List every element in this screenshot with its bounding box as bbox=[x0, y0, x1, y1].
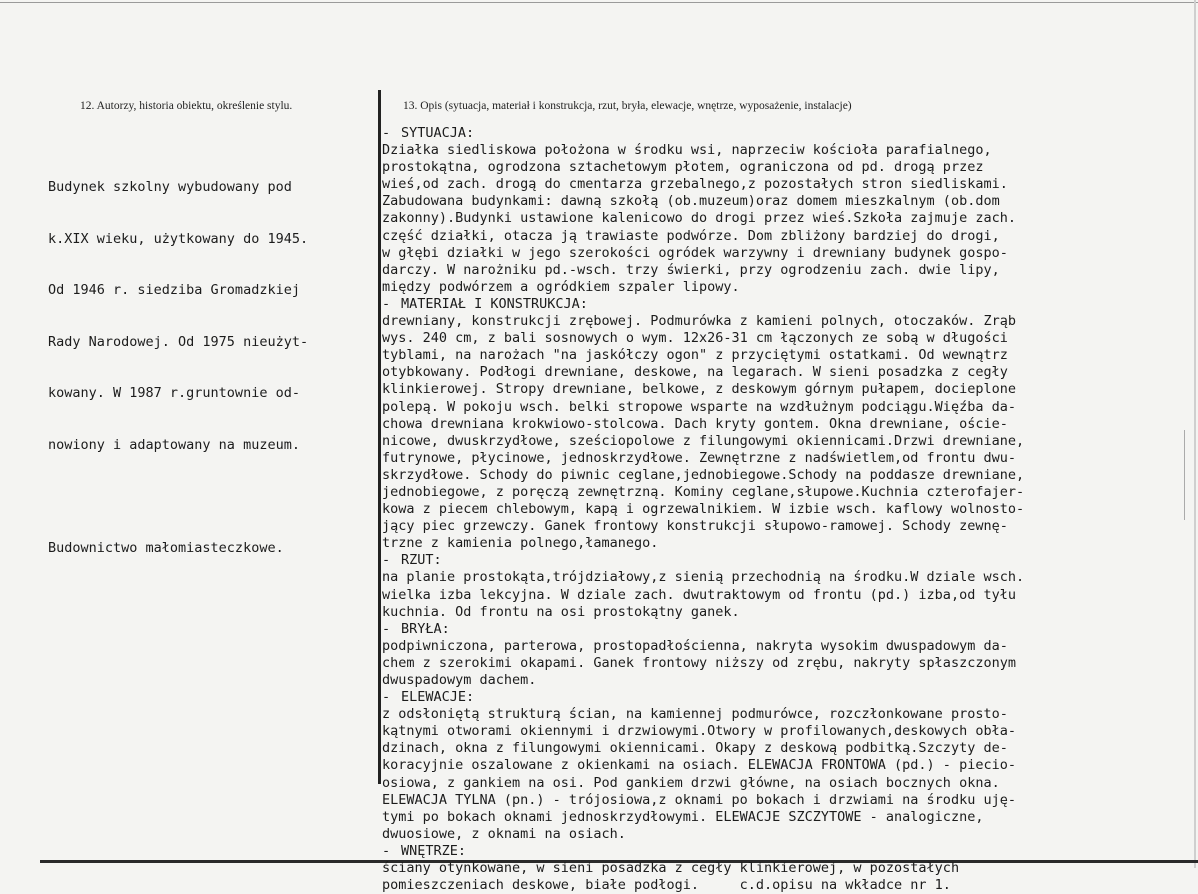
section-text-line: skrzydłowe. Schody do piwnic ceglane,jednobiegowe.Schody na poddasze drewniane, bbox=[382, 466, 1025, 483]
section-heading-text: RZUT: bbox=[401, 552, 442, 569]
section-dash-marker: - bbox=[382, 689, 391, 706]
section-text-line: podpiwniczona, parterowa, prostopadłościenna, nakryta wysokim dwuspadowym da- bbox=[382, 637, 1008, 654]
history-line: Rady Narodowej. Od 1975 nieużyt- bbox=[48, 333, 309, 350]
history-line: Budynek szkolny wybudowany pod bbox=[48, 179, 292, 196]
section-heading-text: BRYŁA: bbox=[401, 620, 450, 637]
column-divider bbox=[378, 90, 381, 784]
section-text-line: futrynowe, płycinowe, jednoskrzydłowe. Zewnętrzne z nadświetlem,od frontu dwu- bbox=[382, 449, 1016, 466]
section-text-line: drewniany, konstrukcji zrębowej. Podmurówka z kamieni polnych, otoczaków. Zrąb bbox=[382, 313, 1016, 330]
section-dash-marker: - bbox=[382, 842, 391, 859]
section-dash-marker: - bbox=[382, 552, 391, 569]
section-dash-marker: - bbox=[382, 125, 391, 141]
section-heading bbox=[382, 296, 1182, 313]
section-text-line: część działki, otacza ją trawiaste podwórze. Dom zbliżony bardziej do drogi, bbox=[382, 227, 1000, 244]
section-text-line: pomieszczeniach deskowe, białe podłogi. c.d.opisu na wkładce nr 1. bbox=[382, 877, 951, 894]
section-text-line: dwuosiowe, z oknami na osiach. bbox=[382, 825, 626, 842]
section-text-line: osiowa, z gankiem na osi. Pod gankiem drzwi główne, na osiach bocznych okna. bbox=[382, 774, 1000, 791]
history-line: nowiony i adaptowany na muzeum. bbox=[48, 436, 300, 453]
section-text-line: ELEWACJA TYLNA (pn.) - trójosiowa,z oknami po bokach i drzwiami na środku uję- bbox=[382, 791, 1016, 808]
section-text-line: na planie prostokąta,trójdziałowy,z sienią przechodnią na środku.W dziale wsch. bbox=[382, 569, 1025, 586]
section-heading bbox=[382, 552, 1182, 569]
authors-history-header: 12. Autorzy, historia obiektu, określenie stylu. bbox=[80, 100, 293, 112]
section-text-line: Zabudowana budynkami: dawną szkołą (ob.muzeum)oraz domem mieszkalnym (ob.dom bbox=[382, 193, 1000, 210]
section-text-line: chowa drewniana krokwiowo-stolcowa. Dach kryty gontem. Okna drewniane, oście- bbox=[382, 415, 1008, 432]
section-text-line: otybkowany. Podłogi drewniane, deskowe, na legarach. W sieni posadzka z cegły bbox=[382, 364, 1008, 381]
spacer bbox=[48, 488, 378, 505]
history-line: kowany. W 1987 r.gruntownie od- bbox=[48, 385, 300, 402]
section-text-line: Działka siedliskowa położona w środku wsi, naprzeciw kościoła parafialnego, bbox=[382, 142, 992, 159]
section-text-line: między podwórzem a ogródkiem szpaler lipowy. bbox=[382, 278, 740, 295]
description-text bbox=[382, 125, 1182, 894]
section-text-line: zakonny).Budynki ustawione kalenicowo do drogi przez wieś.Szkoła zajmuje zach. bbox=[382, 210, 1016, 227]
section-text-line: ściany otynkowane, w sieni posadzka z cegły klinkierowej, w pozostałych bbox=[382, 860, 960, 877]
section-text-line: dzinach, okna z filungowymi okiennicami. Okapy z deskową podbitką.Szczyty de- bbox=[382, 740, 1008, 757]
section-heading bbox=[382, 843, 1182, 860]
section-dash-marker: - bbox=[382, 620, 391, 637]
section-text-line: dwuspadowym dachem. bbox=[382, 672, 537, 688]
section-text-line: nicowe, dwuskrzydłowe, sześciopolowe z filungowymi okiennicami.Drzwi drewniane, bbox=[382, 432, 1025, 449]
section-text-line: klinkierowej. Stropy drewniane, belkowe, z deskowym górnym pułapem, docieplone bbox=[382, 381, 1016, 398]
section-text-line: wieś,od zach. drogą do cmentarza grzebalnego,z pozostałych stron siedliskami. bbox=[382, 176, 1008, 193]
history-text bbox=[48, 145, 378, 574]
section-text-line: tyblami, na narożach "na jaskółczy ogon" z przyciętymi ostatkami. Od wewnątrz bbox=[382, 347, 1008, 364]
page-top-border bbox=[0, 2, 1198, 3]
section-dash-marker: - bbox=[382, 295, 391, 312]
section-text-line: jednobiegowe, z poręczą zewnętrzną. Kominy ceglane,słupowe.Kuchnia czterofajer- bbox=[382, 483, 1025, 500]
history-line: Od 1946 r. siedziba Gromadzkiej bbox=[48, 282, 300, 299]
section-text-line: chem z szerokimi okapami. Ganek frontowy niższy od zrębu, nakryty spłaszczonym bbox=[382, 654, 1016, 671]
section-text-line: koracyjnie oszalowane z okienkami na osiach. ELEWACJA FRONTOWA (pd.) - piecio- bbox=[382, 757, 1016, 774]
description-header: 13. Opis (sytuacja, materiał i konstrukcja, rzut, bryła, elewacje, wnętrze, wyposażenie, instalacje) bbox=[403, 100, 852, 112]
section-text-line: kowa z piecem chlebowym, kapą i ogrzewalnikiem. W izbie wsch. kaflowy wolnosto- bbox=[382, 501, 1025, 518]
section-text-line: trzne z kamienia polnego,łamanego. bbox=[382, 535, 659, 552]
section-heading bbox=[382, 621, 1182, 638]
section-text-line: prostokątna, ogrodzona sztachetowym płotem, ograniczona od pd. drogą przez bbox=[382, 159, 984, 176]
section-heading bbox=[382, 125, 1182, 142]
section-heading-text: WNĘTRZE: bbox=[401, 842, 467, 859]
section-text-line: z odsłoniętą strukturą ścian, na kamiennej podmurówce, rozczłonkowane prosto- bbox=[382, 706, 1008, 723]
section-text-line: wielka izba lekcyjna. W dziale zach. dwutraktowym od frontu (pd.) izba,od tyłu bbox=[382, 586, 1016, 603]
section-heading-text: MATERIAŁ I KONSTRUKCJA: bbox=[401, 295, 588, 312]
section-text-line: kątnymi otworami okiennymi i drzwiowymi.Otwory w profilowanych,deskowych obła- bbox=[382, 723, 1016, 740]
section-heading bbox=[382, 689, 1182, 706]
section-text-line: darczy. W narożniku pd.-wsch. trzy świerki, przy ogrodzeniu zach. dwie lipy, bbox=[382, 261, 1000, 278]
style-line: Budownictwo małomiasteczkowe. bbox=[48, 539, 284, 556]
section-text-line: jący piec grzewczy. Ganek frontowy konstrukcji słupowo-ramowej. Schody zewnę- bbox=[382, 518, 1008, 535]
section-heading-text: ELEWACJE: bbox=[401, 689, 475, 706]
section-text-line: wys. 240 cm, z bali sosnowych o wym. 12x26-31 cm łączonych ze sobą w długości bbox=[382, 330, 1008, 347]
section-text-line: tymi po bokach oknami jednoskrzydłowymi. ELEWACJE SZCZYTOWE - analogiczne, bbox=[382, 808, 984, 825]
section-text-line: kuchnia. Od frontu na osi prostokątny ganek. bbox=[382, 603, 740, 620]
history-line: k.XIX wieku, użytkowany do 1945. bbox=[48, 230, 309, 247]
section-text-line: w głębi działki w jego szerokości ogródek warzywny i drewniany budynek gospo- bbox=[382, 244, 1008, 261]
section-heading-text: SYTUACJA: bbox=[401, 125, 475, 141]
section-text-line: polepą. W pokoju wsch. belki stropowe wsparte na wzdłużnym podciągu.Więźba da- bbox=[382, 398, 1016, 415]
scan-edge-mark bbox=[1184, 430, 1195, 520]
